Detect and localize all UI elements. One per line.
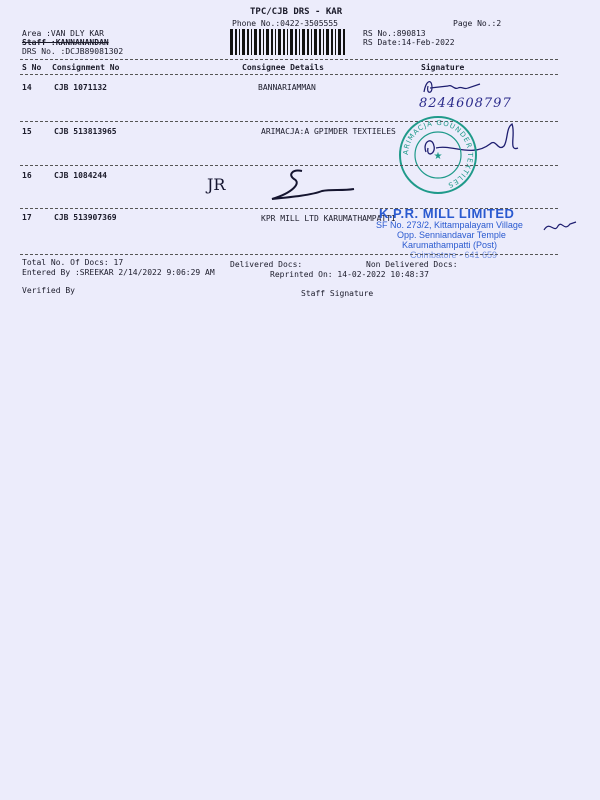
- drs-number: DRS No. :DCJB89081302: [22, 47, 124, 56]
- row-16-initials: JR: [207, 175, 226, 194]
- row-14-consignment: CJB 1071132: [54, 83, 107, 92]
- phone-number: Phone No.:0422-3505555: [232, 19, 338, 28]
- row-17-signature: [540, 216, 580, 240]
- round-seal-icon: [396, 113, 480, 197]
- row-15-sno: 15: [22, 127, 32, 136]
- staff-field: Staff :KANNANANDAN: [22, 38, 109, 47]
- row-14-signature: [418, 74, 488, 98]
- row-14-consignee: BANNARIAMMAN: [258, 83, 316, 92]
- area-field: Area :VAN DLY KAR: [22, 29, 104, 38]
- non-delivered-docs: Non Delivered Docs:: [366, 260, 458, 269]
- row-14-sno: 14: [22, 83, 32, 92]
- barcode-icon: [230, 29, 348, 55]
- row-16-signature: [262, 163, 362, 207]
- reprinted-on: Reprinted On: 14-02-2022 10:48:37: [270, 270, 429, 279]
- row-17-rule: [20, 254, 558, 255]
- total-docs: Total No. Of Docs: 17: [22, 258, 124, 267]
- svg-text:★: ★: [433, 151, 443, 162]
- row-17-consignment: CJB 513907369: [54, 213, 117, 222]
- staff-signature: Staff Signature: [301, 289, 374, 298]
- row-15-consignment: CJB 513813965: [54, 127, 117, 136]
- row-16-consignment: CJB 1084244: [54, 171, 107, 180]
- header-rule: [20, 59, 558, 60]
- kpr-stamp-line4: Coimbatore - 641 659: [410, 250, 498, 260]
- row-16-sno: 16: [22, 171, 32, 180]
- delivered-docs: Delivered Docs:: [230, 260, 303, 269]
- kpr-stamp-line1: SF No. 273/2, Kittampalayam Village: [376, 220, 523, 230]
- kpr-stamp-name: K.P.R. MILL LIMITED: [379, 206, 515, 221]
- col-consignment: Consignment No: [52, 63, 120, 72]
- document-title: TPC/CJB DRS - KAR: [250, 7, 343, 17]
- round-seal-text: ARIMACJA GOUNDER TEXTILES: [401, 118, 475, 190]
- page-number: Page No.:2: [453, 19, 502, 28]
- rs-number: RS No.:890813: [363, 29, 426, 38]
- verified-by: Verified By: [22, 286, 75, 295]
- kpr-stamp-line3: Karumathampatti (Post): [402, 240, 498, 250]
- row-14-phone-handwritten: 8244608797: [419, 96, 512, 111]
- kpr-stamp-line2: Opp. Senniandavar Temple: [397, 230, 506, 240]
- row-17-consignee: KPR MILL LTD KARUMATHAMPATTI: [261, 214, 396, 223]
- col-consignee: Consignee Details: [242, 63, 324, 72]
- entered-by: Entered By :SREEKAR 2/14/2022 9:06:29 AM: [22, 268, 215, 277]
- col-signature: Signature: [421, 63, 465, 72]
- rs-date: RS Date:14-Feb-2022: [363, 38, 455, 47]
- row-17-sno: 17: [22, 213, 32, 222]
- row-15-consignee: ARIMACJA:A GPIMDER TEXTIELES: [261, 127, 396, 136]
- col-sno: S No: [22, 63, 42, 72]
